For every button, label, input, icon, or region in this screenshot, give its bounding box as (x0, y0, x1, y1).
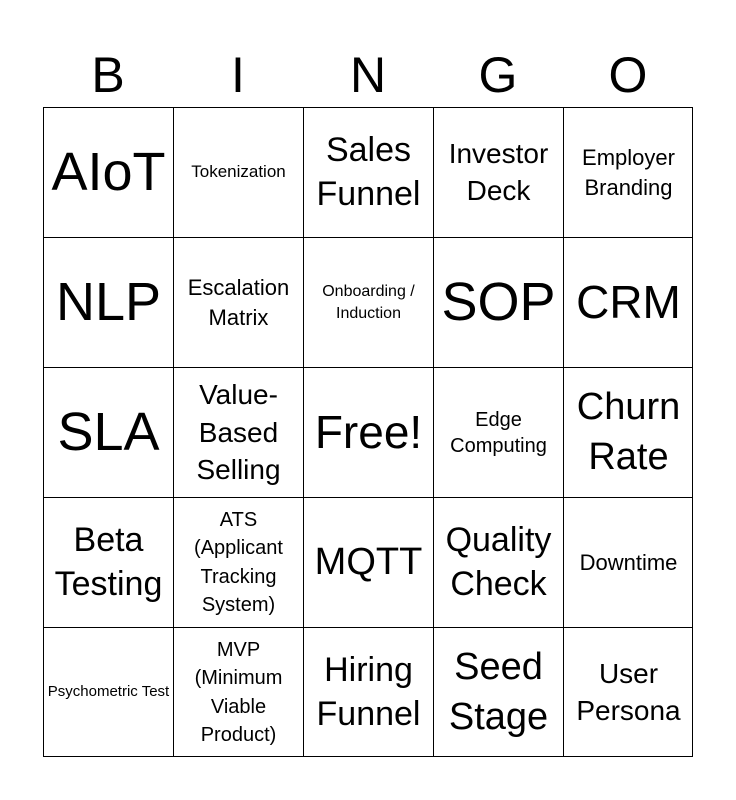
cell-text: MQTT (314, 541, 423, 584)
cell-text: Psychometric Test (47, 683, 170, 701)
header-letter-g: G (478, 47, 518, 103)
bingo-cell-r4c1[interactable] (43, 497, 173, 627)
cell-text: Churn Rate (576, 386, 681, 478)
bingo-cell-r5c2[interactable] (173, 627, 303, 757)
cell-text: Beta Testing (54, 520, 163, 603)
bingo-cell-r3c2[interactable] (173, 367, 303, 497)
bingo-cell-r4c4[interactable] (433, 497, 563, 627)
cell-text: Quality Check (445, 520, 552, 603)
cell-text: SLA (57, 402, 160, 463)
bingo-cell-r2c3[interactable] (303, 237, 433, 367)
cell-text: Downtime (579, 549, 678, 575)
bingo-cell-r2c2[interactable] (173, 237, 303, 367)
cell-text: ATS (Applicant Tracking System) (194, 508, 283, 616)
header-letter-i: I (231, 47, 245, 103)
cell-text: Sales Funnel (316, 130, 421, 213)
bingo-cell-r2c1[interactable] (43, 237, 173, 367)
cell-text: Value-Based Selling (196, 378, 281, 486)
cell-text: NLP (55, 272, 162, 333)
bingo-cell-r3c4[interactable] (433, 367, 563, 497)
cell-text: Seed Stage (448, 646, 549, 738)
cell-text: Free! (314, 406, 423, 459)
cell-text: Investor Deck (448, 138, 549, 206)
cell-text: Escalation Matrix (187, 275, 290, 330)
header-letter-b: B (91, 47, 125, 103)
bingo-card-grid (43, 107, 693, 757)
bingo-cell-r1c1[interactable] (43, 107, 173, 237)
cell-text: User Persona (576, 658, 681, 726)
bingo-cell-r1c4[interactable] (433, 107, 563, 237)
bingo-cell-r3c1[interactable] (43, 367, 173, 497)
cell-text: Hiring Funnel (316, 650, 421, 733)
bingo-cell-r1c3[interactable] (303, 107, 433, 237)
bingo-cell-r4c5[interactable] (563, 497, 693, 627)
bingo-cell-r2c4[interactable] (433, 237, 563, 367)
bingo-cell-r2c5[interactable] (563, 237, 693, 367)
bingo-cell-r5c5[interactable] (563, 627, 693, 757)
cell-text: MVP (Minimum Viable Product) (194, 638, 283, 746)
header-letter-o: O (608, 47, 648, 103)
bingo-cell-r3c3[interactable] (303, 367, 433, 497)
bingo-cell-r3c5[interactable] (563, 367, 693, 497)
bingo-cell-r5c1[interactable] (43, 627, 173, 757)
bingo-cell-r4c3[interactable] (303, 497, 433, 627)
bingo-cell-r5c4[interactable] (433, 627, 563, 757)
cell-text: Edge Computing (450, 408, 547, 457)
header-letter-n: N (349, 47, 387, 103)
cell-text: CRM (576, 276, 681, 329)
bingo-cell-r1c2[interactable] (173, 107, 303, 237)
cell-text: Onboarding / Induction (322, 282, 415, 322)
cell-text: SOP (441, 272, 556, 333)
cell-text: AIoT (51, 142, 166, 203)
bingo-cell-r5c3[interactable] (303, 627, 433, 757)
bingo-cell-r1c5[interactable] (563, 107, 693, 237)
cell-text: Employer Branding (582, 145, 675, 200)
bingo-cell-r4c2[interactable] (173, 497, 303, 627)
bingo-header (43, 44, 693, 106)
cell-text: Tokenization (191, 162, 286, 182)
